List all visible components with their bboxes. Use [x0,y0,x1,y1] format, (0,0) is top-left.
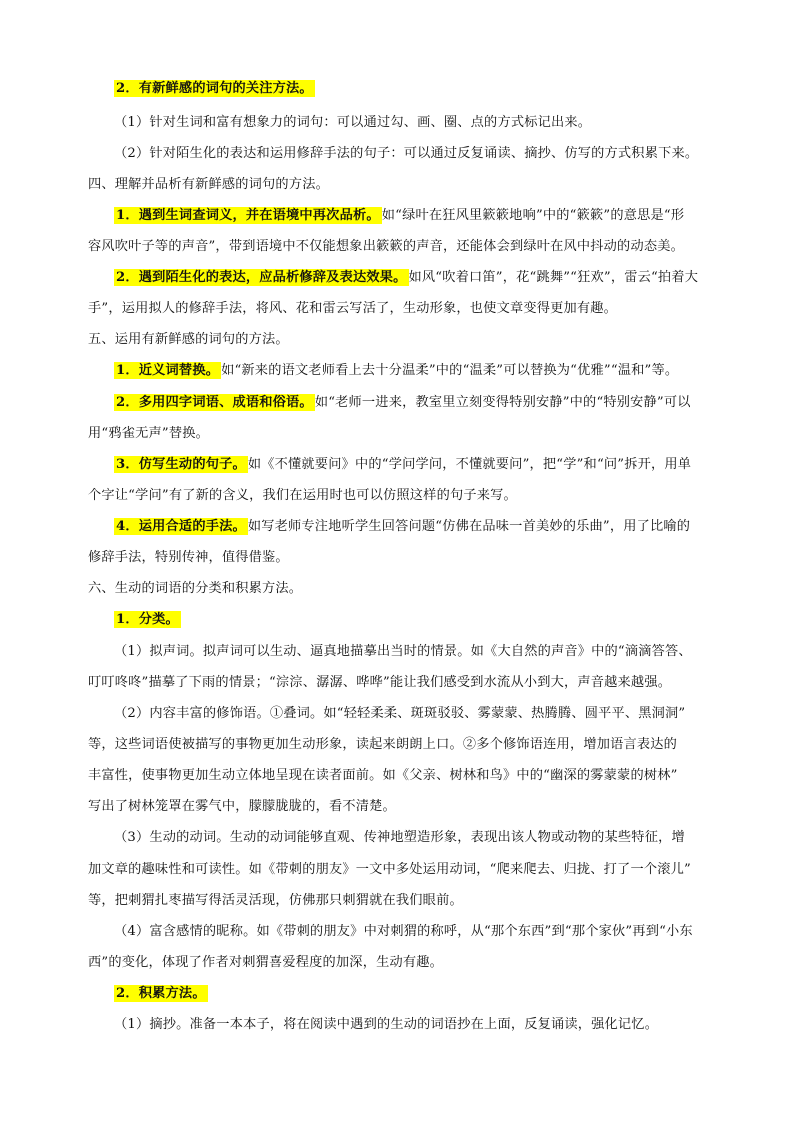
highlighted-heading: 2．有新鲜感的词句的关注方法。 [116,81,313,96]
line-text: 写出了树林笼罩在雾气中，朦朦胧胧的，看不清楚。 [88,799,396,814]
line-text: 容风吹叶子等的声音”，带到语境中不仅能想象出簌簌的声音，还能体会到绿叶在风中抖动的动态美。 [88,239,684,254]
text-line [88,860,691,880]
text-line [114,704,685,724]
line-text: 用“鸦雀无声”替换。 [88,426,209,441]
line-text: 如风“吹着口笛”，花“跳舞”“狂欢”，雷云“拍着大 [408,270,699,285]
text-line [114,144,698,164]
line-text: 如“老师一进来，教室里立刻变得特别安静”中的“特别安静”可以 [314,395,691,410]
text-line [88,735,677,755]
line-text: （3）生动的动词。生动的动词能够直观、传神地塑造形象，表现出该人物或动物的某些特征，增 [114,830,685,845]
text-line [114,361,678,381]
highlighted-heading: 2．遇到陌生化的表达，应品析修辞及表达效果。 [116,270,407,285]
text-line [88,953,443,973]
line-text: 叮叮咚咚”描摹了下雨的情景；“淙淙、潺潺、哗哗”能让我们感受到水流从小到大，声音越来越强。 [88,675,672,690]
text-line [114,984,208,1004]
highlighted-heading: 1．遇到生词查词义，并在语境中再次品析。 [116,208,380,223]
section-heading [88,175,329,195]
line-text: 等，这些词语使被描写的事物更加生动形象，读起来朗朗上口。②多个修饰语连用，增加语言表达的 [88,737,678,752]
highlighted-heading: 1．近义词替换。 [116,363,220,378]
highlighted-heading: 2．积累方法。 [116,986,206,1001]
highlighted-heading: 2．多用四字词语、成语和俗语。 [116,395,313,410]
line-text: 手”，运用拟人的修辞手法，将风、花和雷云写活了，生动形象，也使文章变得更加有趣。 [88,301,618,316]
line-text: （1）摘抄。准备一本本子，将在阅读中遇到的生动的词语抄在上面，反复诵读，强化记忆。 [114,1017,659,1032]
text-line [114,1015,658,1035]
line-text: 四、理解并品析有新鲜感的词句的方法。 [88,177,329,192]
line-text: 加文章的趣味性和可读性。如《带刺的朋友》一文中多处运用动词，“爬来爬去、归拢、打了一个滚儿” [88,862,691,877]
line-text: （4）富含感情的昵称。如《带刺的朋友》中对刺猬的称呼，从“那个东西”到“那个家伙”再到“小东 [114,924,693,939]
text-line [88,797,396,817]
text-line [88,548,289,568]
section-heading [88,579,302,599]
line-text: （2）针对陌生化的表达和运用修辞手法的句子：可以通过反复诵读、摘抄、仿写的方式积累下来。 [114,146,699,161]
text-line [88,766,678,786]
line-text: 修辞手法，特别传神，值得借鉴。 [88,550,289,565]
text-line [114,517,690,537]
highlighted-heading: 3．仿写生动的句子。 [116,457,246,472]
text-line [114,922,693,942]
text-line [88,486,517,506]
text-line [114,206,684,226]
text-line [114,268,698,288]
line-text: 五、运用有新鲜感的词句的方法。 [88,332,289,347]
line-text: （2）内容丰富的修饰语。①叠词。如“轻轻柔柔、斑斑驳驳、雾蒙蒙、热腾腾、圆平平、黑洞洞” [114,706,686,721]
highlighted-heading: 4．运用合适的手法。 [116,519,246,534]
highlighted-heading: 1．分类。 [116,612,179,627]
line-text: 西”的变化，体现了作者对刺猬喜爱程度的加深，生动有趣。 [88,955,444,970]
line-text: 如“绿叶在狂风里簌簌地响”中的“簌簌”的意思是“形 [381,208,685,223]
text-line [88,424,209,444]
line-text: 如“新来的语文老师看上去十分温柔”中的“温柔”可以替换为“优雅”“温和”等。 [221,363,679,378]
line-text: 如写老师专注地听学生回答问题“仿佛在品味一首美妙的乐曲”，用了比喻的 [247,519,691,534]
text-line [114,455,691,475]
line-text: 如《不懂就要问》中的“学问学问，不懂就要问”，把“学”和“问”拆开，用单 [247,457,692,472]
text-line [114,79,315,99]
line-text: （1）针对生词和富有想象力的词句：可以通过勾、画、圈、点的方式标记出来。 [114,115,592,130]
text-line [114,113,591,133]
line-text: 丰富性，使事物更加生动立体地呈现在读者面前。如《父亲、树林和鸟》中的“幽深的雾蒙蒙的树林” [88,768,678,783]
text-line [114,642,692,662]
text-line [114,828,685,848]
text-line [114,610,181,630]
text-line [88,237,684,257]
text-line [88,891,463,911]
line-text: 个字让“学问”有了新的含义，我们在运用时也可以仿照这样的句子来写。 [88,488,517,503]
line-text: （1）拟声词。拟声词可以生动、逼真地描摹出当时的情景。如《大自然的声音》中的“滴滴答答、 [114,644,692,659]
line-text: 等，把刺猬扎枣描写得活灵活现，仿佛那只刺猬就在我们眼前。 [88,893,463,908]
text-line [88,673,671,693]
line-text: 六、生动的词语的分类和积累方法。 [88,581,303,596]
section-heading [88,330,289,350]
text-line [114,393,691,413]
text-line [88,299,617,319]
